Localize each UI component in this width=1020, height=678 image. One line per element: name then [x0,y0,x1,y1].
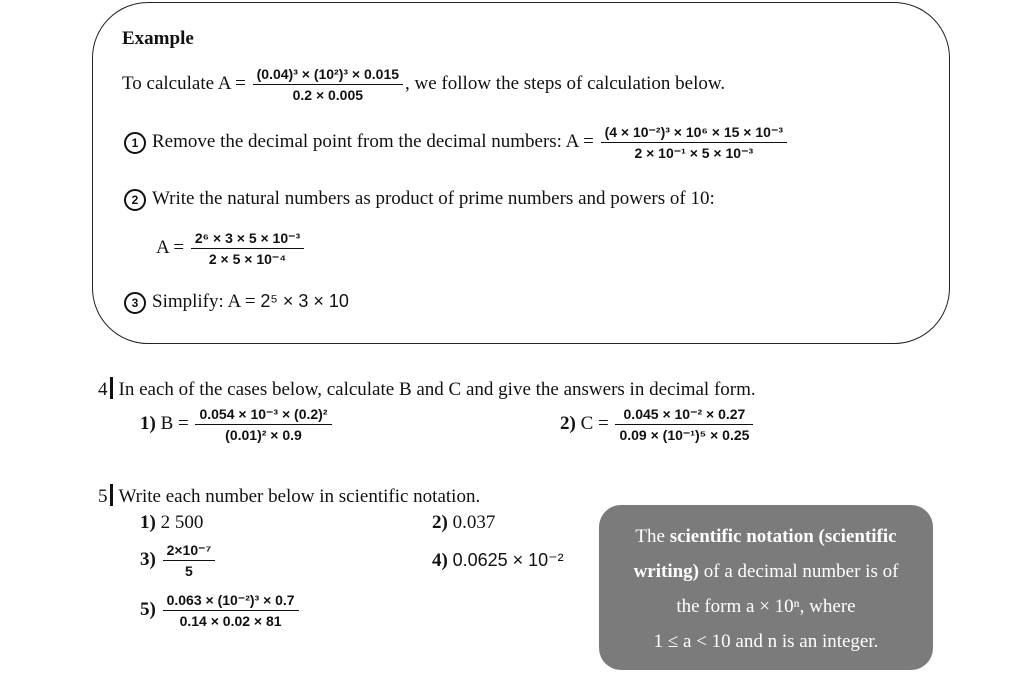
q5-part-5-fraction [163,590,299,631]
step-1-denominator: 2 × 10⁻¹ × 5 × 10⁻³ [634,145,754,161]
note-line-3: the form a × 10ⁿ, where [676,596,856,617]
step-2-text: Write the natural numbers as product of prime numbers and powers of 10: [152,188,715,209]
question-5-text: Write each number below in scientific notation. [118,486,481,507]
question-5-heading [98,484,480,508]
q5-part-3-label: 3) [140,548,156,570]
q5-part-3 [140,540,217,581]
step-3-mark: 3 [124,292,146,314]
note-line-4: 1 ≤ a < 10 and n is an integer. [653,631,879,652]
q4-part-2-denominator: 0.09 × (10⁻¹)⁵ × 0.25 [619,427,750,443]
q5-part-3-fraction [163,540,216,581]
intro-denominator: 0.2 × 0.005 [292,87,364,103]
question-4-number: 4 [98,379,108,400]
example-step-2-equation [156,228,306,269]
q5-part-1-value: 2 500 [160,512,204,533]
step-1-mark: 1 [124,132,146,154]
step-2-denominator: 2 × 5 × 10⁻⁴ [208,251,287,267]
step-1-numerator: (4 × 10⁻²)³ × 10⁶ × 15 × 10⁻³ [601,122,787,143]
q5-part-2-label: 2) [432,512,448,533]
q5-part-4 [432,550,564,572]
note-line-1-plain: The [635,526,670,547]
step-2-fraction [191,228,304,269]
example-step-2 [124,188,715,211]
note-line-2 [599,554,933,589]
question-4-bar [110,377,113,399]
example-step-3 [124,291,349,314]
question-4-heading [98,377,756,401]
q5-part-4-value: 0.0625 × 10⁻² [452,550,564,570]
q4-part-1-fraction [195,404,331,445]
question-4-text: In each of the cases below, calculate B and C and give the answers in decimal form. [118,379,756,400]
step-2-lhs: A = [156,236,185,258]
example-intro [122,64,725,105]
step-2-mark: 2 [124,189,146,211]
q5-part-5-numerator: 0.063 × (10⁻²)³ × 0.7 [163,590,299,611]
step-3-expression: 2⁵ × 3 × 10 [260,291,349,311]
scientific-notation-note [599,505,933,670]
step-3-text: Simplify: A = [152,291,256,312]
question-5-number: 5 [98,486,108,507]
note-line-2-plain: of a decimal number is of [699,561,899,582]
q5-part-2 [432,512,495,534]
intro-prefix: To calculate A = [122,72,246,94]
q5-part-5-denominator: 0.14 × 0.02 × 81 [179,613,282,629]
q5-part-1-label: 1) [140,512,156,533]
q4-part-2-numerator: 0.045 × 10⁻² × 0.27 [615,404,753,425]
intro-suffix: , we follow the steps of calculation below. [405,72,726,94]
q4-part-2-lhs: C = [580,412,609,434]
q5-part-3-denominator: 5 [185,563,193,579]
q4-part-1-lhs: B = [160,412,189,434]
question-4-part-2 [560,404,755,445]
q5-part-1 [140,512,203,534]
q5-part-3-numerator: 2×10⁻⁷ [163,540,216,561]
q4-part-1-label: 1) [140,412,156,434]
question-5-bar [110,484,113,506]
example-step-1 [124,122,789,163]
note-line-1 [599,519,933,554]
question-4-part-1 [140,404,334,445]
note-line-1-bold: scientific notation (scientific [669,526,897,547]
intro-numerator: (0.04)³ × (10²)³ × 0.015 [253,64,403,85]
q5-part-5-label: 5) [140,598,156,620]
step-1-fraction [601,122,787,163]
intro-fraction [253,64,403,105]
q5-part-2-value: 0.037 [452,512,496,533]
step-1-text: Remove the decimal point from the decimal numbers: A = [152,130,594,152]
q4-part-2-label: 2) [560,412,576,434]
q5-part-5 [140,590,301,631]
q4-part-2-fraction [615,404,753,445]
q4-part-1-numerator: 0.054 × 10⁻³ × (0.2)² [195,404,331,425]
note-line-2-bold: writing) [633,561,699,582]
q5-part-4-label: 4) [432,550,448,571]
example-title: Example [122,28,194,49]
q4-part-1-denominator: (0.01)² × 0.9 [225,427,302,443]
step-2-numerator: 2⁶ × 3 × 5 × 10⁻³ [191,228,304,249]
